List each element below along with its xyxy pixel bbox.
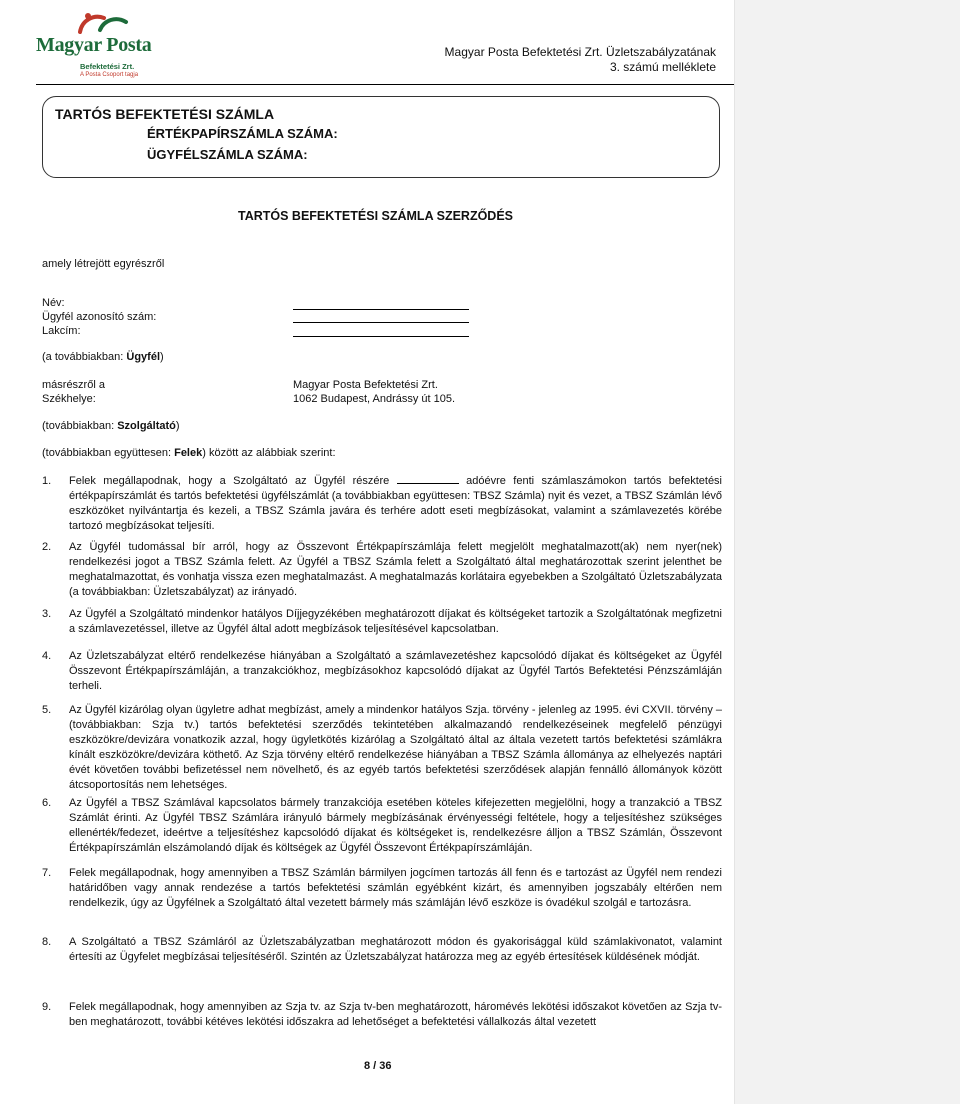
- clause-text: Felek megállapodnak, hogy amennyiben a TBSZ Számlán bármilyen jogcímen tartozás áll fenn és e tartozást az Ügyfél nem rendezi határidőben vagy annak rendezése a tartós befektetési számlán egyébként kizárt, és amennyiben jogszabály eltérően nem rendelkezik, úgy az Ügyfélnek a Szolgáltató által vezetett bármely más számláján lévő eszköze is óvadékul szolgál e tartozásra.: [69, 867, 722, 909]
- name-blank-line: [293, 309, 469, 310]
- other-party-label: másrészről a: [42, 379, 105, 391]
- account-title-box: [42, 96, 720, 178]
- clause-number: 7.: [42, 867, 52, 879]
- client-id-label: Ügyfél azonosító szám:: [42, 311, 157, 323]
- clause-7: [42, 866, 722, 911]
- seat-label: Székhelye:: [42, 393, 96, 405]
- clause-text: Az Ügyfél kizárólag olyan ügyletre adhat megbízást, amely a mindenkor hatályos Szja. törvény - jelenleg az 1995. évi CXVII. törvény – (továbbiakban: Szja tv.) tartós befektetési szerződés tekintetében alkalmazandó rendelkezéseinek megfelelő pénzügyi eszközökre/devizára vonatkozik azzal, hogy ügyletkötés kizárólag a Szolgáltató által az általa vezetett tartós befektetési számlákra kínált eszközökre/devizára köthető. Az Szja törvény eltérő rendelkezése hiányában a TBSZ Számla állománya az elhelyezés naptári évét követően további befizetéssel nem növelhető, és az egyéb tartós befektetési szerződések alapján fennálló állományok között átcsoportosítás nem lehetséges.: [69, 704, 723, 791]
- clause-number: 9.: [42, 1001, 52, 1013]
- clause-text: Felek megállapodnak, hogy a Szolgáltató az Ügyfél részére: [69, 475, 390, 487]
- other-party-value: Magyar Posta Befektetési Zrt.: [293, 379, 438, 391]
- client-id-blank-line: [293, 322, 469, 323]
- clause-text: Felek megállapodnak, hogy amennyiben az Szja tv. az Szja tv-ben meghatározott, háromévés lekötési időszakot követően az Szja tv-ben meghatározott, további kétéves lekötési időszakra ad lehetőséget a befektetési vállalkozás által vezetett: [69, 1001, 722, 1028]
- clause-number: 5.: [42, 704, 52, 716]
- clause-4: [42, 649, 722, 694]
- created-text: amely létrejött egyrészről: [42, 258, 165, 270]
- header-divider: [36, 84, 734, 85]
- clause-1: [42, 474, 722, 534]
- address-label: Lakcím:: [42, 325, 81, 337]
- header-line-2: 3. számú melléklete: [609, 60, 716, 74]
- clause-number: 1.: [42, 475, 52, 487]
- logo-tagline: A Posta Csoport tagja: [80, 72, 139, 78]
- clause-number: 4.: [42, 650, 52, 662]
- clause-5: [42, 703, 722, 793]
- year-blank-line: [397, 474, 459, 484]
- provider-definition: (továbbiakban: Szolgáltató): [42, 420, 180, 432]
- header-line-1: Magyar Posta Befektetési Zrt. Üzletszabályzatának: [444, 45, 716, 59]
- clause-text: Az Ügyfél a Szolgáltató mindenkor hatályos Díjjegyzékében meghatározott díjakat és költségeket tartozik a Szolgáltatónak megfizetni a számlavezetéssel, illetve az Ügyfél által adott megbízások teljesítésével kapcsolatban.: [69, 608, 722, 635]
- contract-title: TARTÓS BEFEKTETÉSI SZÁMLA SZERZŐDÉS: [238, 209, 514, 223]
- address-blank-line: [293, 336, 469, 337]
- seat-value: 1062 Budapest, Andrássy út 105.: [293, 393, 456, 405]
- client-definition: (a továbbiakban: Ügyfél): [42, 351, 164, 363]
- page-number: 8 / 36: [364, 1060, 392, 1072]
- clause-text: adóévre fenti számlaszámokon tartós befektetési értékpapírszámlát és tartós befektetési ügyfélszámlát (a továbbiakban együttesen: TBSZ Számla) nyit és vezet, a TBSZ Számlán lévő eszközöket nyilvántartja és kezeli, a TBSZ Számla javára és terhére adott eseti megbízásokat, valamint a számlavezetés körébe tartozó megbízásokat teljesíti.: [69, 475, 722, 532]
- client-account-number-label: ÜGYFÉLSZÁMLA SZÁMA:: [147, 147, 308, 162]
- parties-definition: (továbbiakban együttesen: Felek) között az alábbiak szerint:: [42, 447, 336, 459]
- clause-number: 3.: [42, 608, 52, 620]
- clause-9: [42, 1000, 722, 1030]
- clause-number: 6.: [42, 797, 52, 809]
- magyar-posta-logo: [36, 10, 152, 80]
- clause-text: A Szolgáltató a TBSZ Számláról az Üzletszabályzatban meghatározott módon és gyakorisággal küld számlakivonatot, valamint értesíti az Ügyfelet megbízásai teljesítéséről. Szintén az Üzletszabályzat határozza meg az egyéb értesítések küldésének módját.: [69, 936, 722, 963]
- account-type-title: TARTÓS BEFEKTETÉSI SZÁMLA: [55, 106, 275, 122]
- logo-subtitle: Befektetési Zrt.: [80, 62, 135, 71]
- securities-account-number-label: ÉRTÉKPAPÍRSZÁMLA SZÁMA:: [147, 126, 338, 141]
- clause-number: 2.: [42, 541, 52, 553]
- document-header: [445, 45, 716, 75]
- logo-brand-text: Magyar Posta: [36, 34, 152, 56]
- name-label: Név:: [42, 297, 65, 309]
- clause-text: Az Üzletszabályzat eltérő rendelkezése hiányában a Szolgáltató a számlavezetéshez kapcsolódó díjakat és költségeket az Ügyfél Összevont Értékpapírszámláján, a tranzakciókhoz, megbízásokhoz kapcsolódó díjakat az Ügyfél Tartós Befektetési Pénzszámláján terheli.: [69, 650, 722, 692]
- clause-3: [42, 607, 722, 637]
- right-margin-panel: [734, 0, 960, 1104]
- clause-text: Az Ügyfél tudomással bír arról, hogy az Összevont Értékpapírszámlája felett megjelölt meghatalmazott(ak) nem nyer(nek) rendelkezési jogot a TBSZ Számla felett. Az Ügyfél a TBSZ Számla felett a Szolgáltató által meghatározottak szerint jelenthet be meghatalmazottat, és vonhatja vissza ezen meghatalmazást. A meghatalmazás korlátaira egyebekben a Szolgáltató Üzletszabályzata (a továbbiakban: Üzletszabályzat) az irányadó.: [69, 541, 722, 598]
- clause-text: Az Ügyfél a TBSZ Számlával kapcsolatos bármely tranzakciója esetében köteles kifejezetten megjelölni, hogy a tranzakció a TBSZ Számlát érinti. Az Ügyfél TBSZ Számlára irányuló bármely megbízásának érvényességi feltétele, hogy a teljesítéshez szükséges ellenérték/fedezet, ideértve a teljesítéshez kapcsolódó díjakat és költségeket is, rendelkezésre álljon a TBSZ Számlán, Összevont Értékpapírszámlán elszámolandó díjak és költségek az Ügyfél Összevont Értékpapírszámláján.: [69, 797, 722, 854]
- clause-2: [42, 540, 722, 600]
- clause-6: [42, 796, 722, 856]
- clause-8: [42, 935, 722, 965]
- clause-number: 8.: [42, 936, 52, 948]
